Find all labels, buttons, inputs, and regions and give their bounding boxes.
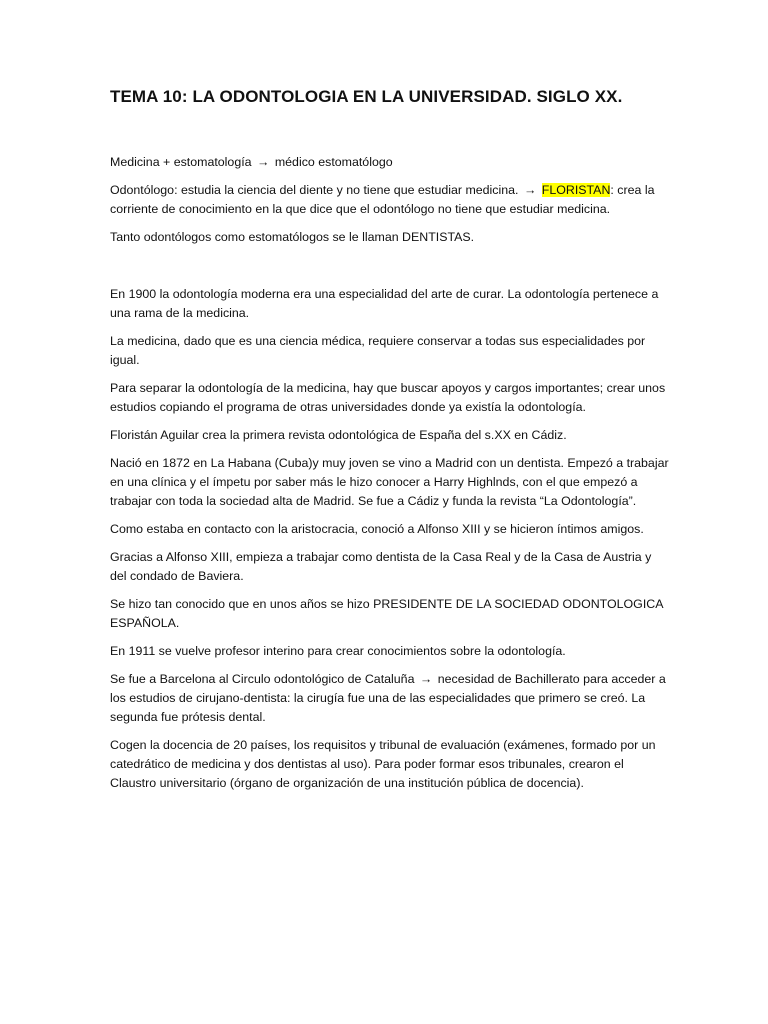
paragraph-medicina-especialidades: La medicina, dado que es una ciencia médica, requiere conservar a todas sus especialidades por igual.: [110, 334, 646, 367]
arrow-right-icon: →: [257, 155, 270, 169]
paragraph-medicina: [110, 153, 670, 172]
paragraph-text: Medicina + estomatología: [110, 155, 252, 169]
paragraph-1900: En 1900 la odontología moderna era una especialidad del arte de curar. La odontología pertenece a una rama de la medicina.: [110, 287, 659, 320]
page-title: TEMA 10: LA ODONTOLOGIA EN LA UNIVERSIDAD. SIGLO XX.: [110, 87, 623, 106]
paragraph-casa-real: Gracias a Alfonso XIII, empieza a trabajar como dentista de la Casa Real y de la Casa de Austria y del condado de Baviera.: [110, 550, 652, 583]
arrow-right-icon: →: [523, 183, 537, 197]
paragraph-odontologo: [110, 181, 670, 219]
paragraph-1911: En 1911 se vuelve profesor interino para crear conocimientos sobre la odontología.: [110, 644, 566, 658]
paragraph-text: Se fue a Barcelona al Circulo odontológico de Cataluña: [110, 672, 415, 686]
document-page: [110, 86, 670, 802]
paragraph-presidente: Se hizo tan conocido que en unos años se hizo PRESIDENTE DE LA SOCIEDAD ODONTOLOGICA ESPAÑOLA.: [110, 597, 663, 630]
paragraph-revista: Floristán Aguilar crea la primera revista odontológica de España del s.XX en Cádiz.: [110, 428, 567, 442]
paragraph-text: necesidad de Bachillerato para acceder a los estudios de cirujano-dentista: la cirugía fue una de las especialidades que primero se creó. La segunda fue prótesis dental.: [110, 672, 666, 724]
paragraph-biografia: Nació en 1872 en La Habana (Cuba)y muy joven se vino a Madrid con un dentista. Empezó a trabajar en una clínica y el ímpetu por saber más le hizo conocer a Harry Highlnds, con el que empezó a trabajar con toda la sociedad alta de Madrid. Se fue a Cádiz y funda la revista “La Odontología”.: [110, 456, 669, 508]
paragraph-separar: Para separar la odontología de la medicina, hay que buscar apoyos y cargos importantes; crear unos estudios copiando el programa de otras universidades donde ya existía la odontología.: [110, 381, 666, 414]
paragraph-text: Odontólogo: estudia la ciencia del diente y no tiene que estudiar medicina.: [110, 183, 519, 197]
paragraph-barcelona: [110, 670, 670, 727]
paragraph-text: : crea la corriente de conocimiento en la que dice que el odontólogo no tiene que estudiar medicina.: [110, 183, 655, 216]
highlighted-name: FLORISTAN: [541, 183, 611, 197]
paragraph-text: médico estomatólogo: [274, 155, 393, 169]
arrow-right-icon: →: [419, 672, 433, 686]
paragraph-aristocracia: Como estaba en contacto con la aristocracia, conoció a Alfonso XIII y se hicieron íntimos amigos.: [110, 522, 644, 536]
paragraph-dentistas: Tanto odontólogos como estomatólogos se le llaman DENTISTAS.: [110, 230, 475, 244]
paragraph-docencia: Cogen la docencia de 20 países, los requisitos y tribunal de evaluación (exámenes, formado por un catedrático de medicina y dos dentistas al uso). Para poder formar esos tribunales, crearon el Claustro universitario (órgano de organización de una institución pública de docencia).: [110, 738, 656, 790]
